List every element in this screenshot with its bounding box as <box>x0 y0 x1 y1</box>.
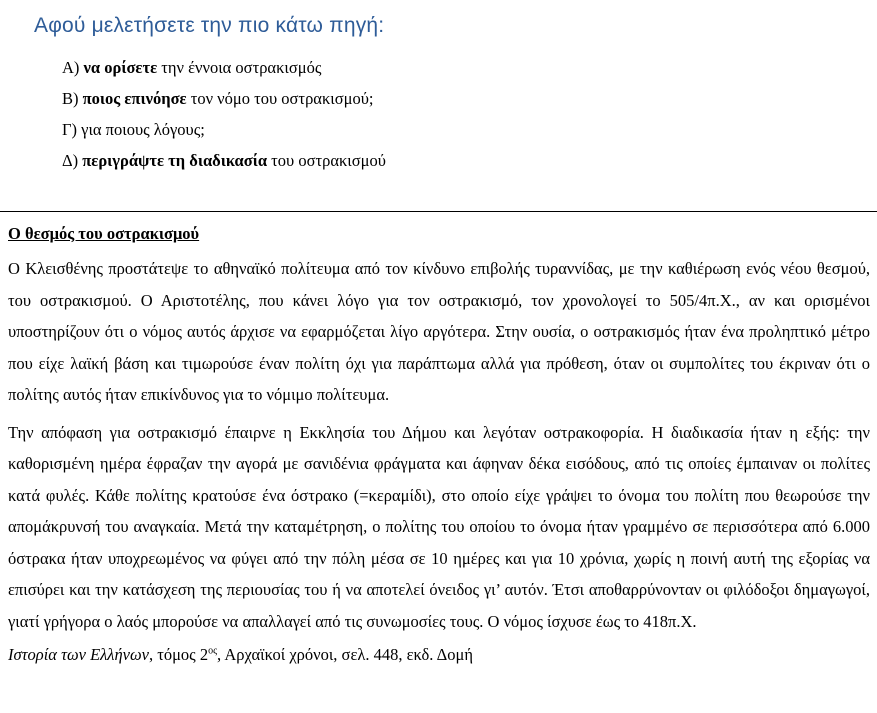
question-c-prefix: Γ) <box>62 120 82 139</box>
question-c-text: για ποιους λόγους; <box>81 120 205 139</box>
citation-volume-superscript: ος <box>208 645 218 657</box>
question-a-text: την έννοια οστρακισμός <box>157 58 322 77</box>
source-text-block <box>8 222 870 667</box>
source-paragraph-2: Την απόφαση για οστρακισμό έπαιρνε η Εκκλησία του Δήμου και λεγόταν οστρακοφορία. Η διαδικασία ήταν η εξής: την καθορισμένη ημέρα έφραζαν την αγορά με σανιδένια φράγματα και άφηναν δέκα εισόδους, από τις οποίες έμπαιναν οι πολίτες κατά φυλές. Κάθε πολίτης κρατούσε ένα όστρακο (=κεραμίδι), στο οποίο είχε γράψει το όνομα του πολίτη που θεωρούσε την απομάκρυνσή του αναγκαία. Μετά την καταμέτρηση, ο πολίτης του οποίου το όνομα ήταν γραμμένο σε περισσότερα από 6.000 όστρακα ήταν υποχρεωμένος να φύγει από την πόλη μέσα σε 10 ημέρες και για 10 χρόνια, χωρίς η ποινή αυτή της εξορίας να επισύρει και την κατάσχεση της περιουσίας του ή να αποτελεί όνειδος γι’ αυτόν. Έτσι αποθαρρύνονταν οι φιλόδοξοι δημαγωγοί, γιατί γρήγορα ο λαός μπορούσε να απαλλαγεί από τις συνωμοσίες τους. Ο νόμος ίσχυσε έως το 418π.Χ. <box>8 422 870 631</box>
question-b-prefix: Β) <box>62 89 83 108</box>
instruction-heading: Αφού μελετήσετε την πιο κάτω πηγή: <box>34 14 385 37</box>
citation-book-title: Ιστορία των Ελλήνων <box>8 645 149 664</box>
question-b-bold: ποιος επινόησε <box>82 89 187 108</box>
question-c <box>62 118 386 149</box>
question-a-bold: να ορίσετε <box>83 58 158 77</box>
question-d-prefix: Δ) <box>62 151 83 170</box>
citation-details: , Αρχαϊκοί χρόνοι, σελ. 448, εκδ. Δομή <box>217 645 473 664</box>
question-list <box>62 56 386 180</box>
question-d-bold: περιγράψτε τη διαδικασία <box>82 151 268 170</box>
question-a-prefix: Α) <box>62 58 84 77</box>
question-d <box>62 149 386 180</box>
question-a <box>62 56 386 87</box>
section-divider <box>0 211 877 212</box>
source-paragraph-1: Ο Κλεισθένης προστάτεψε το αθηναϊκό πολίτευμα από τον κίνδυνο επιβολής τυραννίδας, με την καθιέρωση ενός νέου θεσμού, του οστρακισμού. Ο Αριστοτέλης, που κάνει λόγο για τον οστρακισμό, τον χρονολογεί το 505/4π.Χ., αν και ορισμένοι υποστηρίζουν ότι ο νόμος αυτός άρχισε να εφαρμόζεται λίγο αργότερα. Στην ουσία, ο οστρακισμός ήταν ένα προληπτικό μέτρο που είχε λαϊκή βάση και τιμωρούσε έναν πολίτη όχι για παράπτωμα αλλά για πρόθεση, όταν οι συμπολίτες του έκριναν ότι ο πολίτης αυτός ήταν επικίνδυνος για το νόμιμο πολίτευμα. <box>8 259 870 404</box>
source-citation <box>8 643 870 667</box>
question-b <box>62 87 386 118</box>
question-d-text: του οστρακισμού <box>267 151 386 170</box>
question-b-text: τον νόμο του οστρακισμού; <box>186 89 374 108</box>
source-title: Ο θεσμός του οστρακισμού <box>8 224 200 243</box>
citation-volume: , τόμος 2 <box>148 645 209 664</box>
